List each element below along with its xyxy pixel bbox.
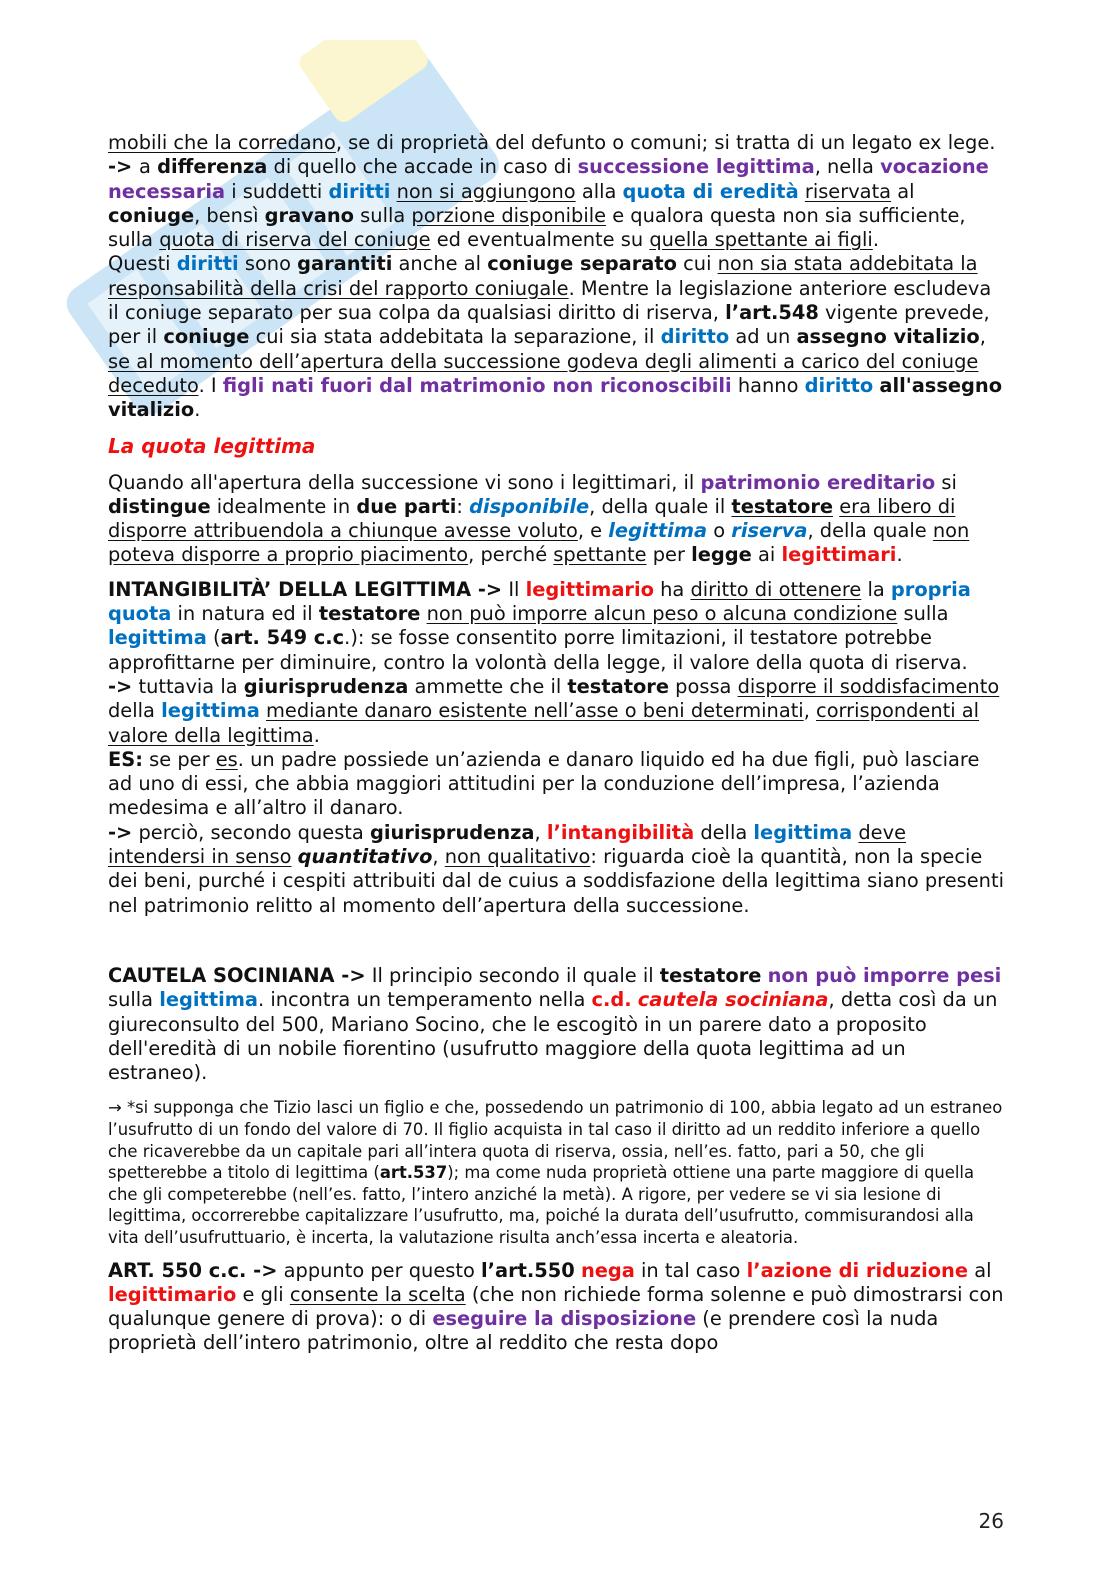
text-run: non qualitativo bbox=[444, 845, 591, 869]
text-run: Il bbox=[502, 577, 526, 601]
text-run: all'assegno vitalizio bbox=[108, 373, 1003, 422]
text-run: (e prendere così la nuda proprietà dell’intero patrimonio, oltre al reddito che resta dopo bbox=[108, 1307, 939, 1355]
text-run: coniuge separato bbox=[487, 252, 677, 276]
text-run: della bbox=[694, 820, 754, 844]
text-run: appunto per questo bbox=[277, 1258, 481, 1282]
text-run: cautela sociniana bbox=[637, 988, 829, 1012]
text-run: era libero di disporre attribuendola a chiunque avesse voluto bbox=[108, 494, 956, 543]
text-run: patrimonio ereditario bbox=[700, 470, 936, 494]
text-run: possa bbox=[669, 674, 738, 698]
text-run: non può imporre alcun peso o alcuna condizione bbox=[426, 602, 898, 626]
text-run: art.537 bbox=[379, 1163, 448, 1183]
paragraph bbox=[108, 155, 1008, 252]
paragraph bbox=[108, 964, 1008, 1085]
text-run: sono bbox=[238, 252, 298, 276]
text-run: giurisprudenza bbox=[243, 674, 409, 698]
text-run: , bbox=[534, 820, 547, 844]
text-run: anche al bbox=[392, 252, 488, 276]
text-run: non poteva disporre a proprio piacimento bbox=[108, 519, 970, 567]
text-run: sulla bbox=[354, 203, 412, 227]
section-heading: La quota legittima bbox=[108, 433, 316, 458]
text-run: legittima bbox=[159, 988, 259, 1012]
paragraph bbox=[108, 675, 1008, 748]
text-run: , bbox=[803, 699, 817, 723]
text-run: successione legittima bbox=[577, 155, 815, 179]
text-run: es bbox=[215, 747, 238, 771]
text-run: e qualora questa non sia sufficiente, sulla bbox=[108, 203, 966, 252]
text-run: l’azione di riduzione bbox=[746, 1258, 969, 1282]
text-run: ); ma come nuda proprietà ottiene una parte maggiore di quella che gli competerebbe (nell’es. fatto, l’intero anziché la metà). A rigore, per vedere se vi sia lesione di legittima, occorrerebbe capitalizzare l’usufrutto, ma, poiché la durata dell’usufrutto, commisurandosi alla vita dell’usufruttuario, è incerta, la valutazione risulta anch’essa incerta e aleatoria. bbox=[108, 1163, 974, 1247]
text-run: due parti bbox=[356, 494, 457, 518]
text-run: mediante danaro esistente nell’asse o beni determinati bbox=[266, 699, 804, 723]
text-run: ai bbox=[751, 543, 782, 567]
text-run: diritti bbox=[328, 179, 391, 203]
text-run: propria quota bbox=[108, 577, 971, 626]
text-run: legittima bbox=[161, 699, 260, 723]
paragraph bbox=[108, 252, 1008, 422]
text-run: la bbox=[861, 577, 891, 601]
text-run: . bbox=[313, 723, 320, 747]
text-run: riservata bbox=[804, 179, 892, 203]
text-run: per bbox=[646, 543, 692, 567]
text-run: legittima bbox=[108, 626, 207, 650]
text-run: , della quale il bbox=[589, 494, 732, 518]
text-run: non si aggiungono bbox=[396, 179, 576, 203]
paragraph bbox=[108, 471, 1008, 568]
text-run: testatore bbox=[318, 602, 421, 626]
text-run: , bbox=[979, 325, 986, 349]
text-run: garantiti bbox=[297, 252, 393, 276]
text-run: INTANGIBILITÀ’ DELLA LEGITTIMA -> bbox=[108, 577, 503, 601]
text-run: porzione disponibile bbox=[411, 203, 607, 227]
text-run: → *si supponga che Tizio lasci un figlio e che, possedendo un patrimonio di 100, abbia legato ad un estraneo l’usufrutto di un fondo del valore di 70. Il figlio acquista in tal caso il diritto ad un reddito inferiore a quello che ricaverebbe da un capitale pari all’intera quota di riserva, ossia, nell’es. fatto, pari a 50, che gli spetterebbe a titolo di legittima ( bbox=[108, 1098, 1003, 1183]
text-run: perciò, secondo questa bbox=[132, 820, 370, 844]
text-run: -> bbox=[108, 674, 133, 698]
text-run: se per bbox=[142, 747, 216, 771]
text-run: , se di proprietà del defunto o comuni; si tratta di un legato ex lege. bbox=[335, 131, 996, 154]
text-run: in tal caso bbox=[634, 1258, 747, 1282]
text-run: Quando all'apertura della successione vi sono i legittimari, il bbox=[108, 470, 701, 494]
text-run: vocazione necessaria bbox=[108, 155, 989, 203]
page-number: 26 bbox=[978, 1509, 1004, 1533]
text-run: : riguarda cioè la quantità, non la specie dei beni, purché i cespiti attribuiti dal de cuius a soddisfazione della legittima siano presenti nel patrimonio relitto al momento dell’apertura della successione. bbox=[108, 845, 1004, 917]
text-run: c.d. bbox=[591, 988, 632, 1012]
text-run: al bbox=[968, 1258, 992, 1282]
text-run: , detta così da un giureconsulto del 500, Mariano Socino, che le escogitò in un parere dato a proposito dell'eredità di un nobile fiorentino (usufrutto maggiore della quota legittima ad un estraneo). bbox=[108, 988, 998, 1085]
paragraph bbox=[108, 748, 1008, 821]
text-run: spettante bbox=[553, 543, 647, 567]
text-run: Questi bbox=[108, 252, 177, 276]
text-run: ammette che il bbox=[408, 674, 568, 698]
text-run: legittimario bbox=[525, 577, 654, 601]
text-run: , bbox=[432, 845, 445, 869]
text-run: legge bbox=[691, 543, 752, 567]
paragraph bbox=[108, 131, 1008, 155]
text-run: corrispondenti al valore della legittima bbox=[108, 699, 980, 747]
text-run: ed eventualmente su bbox=[430, 228, 650, 252]
text-run: diritto bbox=[660, 325, 730, 349]
text-run: legittima bbox=[608, 519, 708, 543]
text-run: testatore bbox=[659, 963, 762, 987]
text-run: tuttavia la bbox=[132, 674, 244, 698]
text-run: ( bbox=[206, 626, 221, 650]
text-run: , della quale bbox=[807, 519, 933, 543]
text-run: , bensì bbox=[194, 203, 265, 227]
text-run: l’intangibilità bbox=[546, 820, 695, 844]
text-run: i suddetti bbox=[225, 179, 329, 203]
footnote-paragraph bbox=[108, 1097, 1008, 1248]
text-run: hanno bbox=[731, 373, 805, 397]
text-run: quota di eredità bbox=[622, 179, 799, 203]
text-run: e gli bbox=[236, 1282, 290, 1306]
text-run: in natura ed il bbox=[171, 602, 319, 626]
text-run: di quello che accade in caso di bbox=[267, 155, 578, 179]
text-run: CAUTELA SOCINIANA -> bbox=[108, 963, 366, 987]
text-run: ES: bbox=[108, 747, 143, 771]
text-run: , perché bbox=[468, 543, 554, 567]
text-run: quota di riserva del coniuge bbox=[159, 228, 431, 252]
text-run: testatore bbox=[567, 674, 670, 698]
text-run: legittima bbox=[753, 820, 853, 844]
text-run: coniuge bbox=[108, 203, 195, 227]
text-run: testatore bbox=[731, 494, 834, 518]
text-run: consente la scelta bbox=[289, 1282, 466, 1306]
text-run: differenza bbox=[157, 155, 268, 179]
text-run: riserva bbox=[731, 519, 808, 543]
text-run: disporre il soddisfacimento bbox=[737, 674, 1000, 698]
text-run: alla bbox=[575, 179, 623, 203]
text-run: cui bbox=[676, 252, 718, 276]
text-run: , nella bbox=[814, 155, 881, 179]
text-run: . un padre possiede un’azienda e danaro liquido ed ha due figli, può lasciare ad uno di essi, che abbia maggiori attitudini per la conduzione dell’impresa, l’azienda medesima e all’altro il danaro. bbox=[108, 747, 980, 820]
text-run: ha bbox=[653, 577, 691, 601]
text-run: eseguire la disposizione bbox=[432, 1307, 697, 1331]
text-run: vigente prevede, per il bbox=[108, 301, 990, 349]
text-run: idealmente in bbox=[210, 494, 357, 518]
text-run: quella spettante ai figli bbox=[649, 228, 873, 252]
text-run: . Mentre la legislazione anteriore escludeva il coniuge separato per sua colpa da qualsiasi diritto di riserva, bbox=[108, 276, 992, 325]
text-run: non sia stata addebitata la responsabilità della crisi del rapporto coniugale bbox=[108, 252, 978, 300]
text-run: al bbox=[891, 179, 915, 203]
paragraph bbox=[108, 578, 1008, 675]
text-run: . bbox=[896, 543, 903, 567]
text-run: .): se fosse consentito porre limitazioni, il testatore potrebbe approfittarne per diminuire, contro la volontà della legge, il valore della quota di riserva. bbox=[108, 626, 968, 674]
paragraph bbox=[108, 821, 1008, 918]
text-run: diritto di ottenere bbox=[690, 577, 862, 601]
text-run: legittimari bbox=[781, 543, 897, 567]
text-run: diritti bbox=[176, 252, 239, 276]
text-run: : bbox=[456, 494, 470, 518]
text-run: l’art.548 bbox=[725, 301, 819, 325]
text-run: a bbox=[139, 155, 158, 179]
text-run: . incontra un temperamento nella bbox=[258, 988, 592, 1012]
text-run: se al momento dell’apertura della successione godeva degli alimenti a carico del coniuge deceduto bbox=[108, 349, 979, 397]
text-run: quantitativo bbox=[297, 845, 433, 869]
text-run: . bbox=[194, 398, 201, 422]
text-run: diritto bbox=[804, 373, 874, 397]
text-run: , e bbox=[577, 519, 609, 543]
text-run: -> bbox=[108, 155, 140, 179]
text-run: distingue bbox=[108, 494, 211, 518]
text-run: figli nati fuori dal matrimonio non riconoscibili bbox=[222, 373, 732, 397]
text-run: disponibile bbox=[469, 494, 590, 518]
text-run: mobili che la corredano bbox=[108, 131, 336, 154]
text-run: -> bbox=[108, 820, 133, 844]
document-page bbox=[108, 131, 1008, 1356]
text-run: sulla bbox=[897, 602, 949, 626]
text-run: legittimario bbox=[108, 1282, 237, 1306]
text-run: l’art.550 bbox=[480, 1258, 575, 1282]
text-run: si bbox=[935, 470, 957, 494]
text-run: sulla bbox=[108, 988, 160, 1012]
text-run: della bbox=[108, 699, 162, 723]
text-run: ad un bbox=[729, 325, 797, 349]
text-run: art. 549 c.c bbox=[220, 626, 345, 650]
text-run: gravano bbox=[264, 203, 355, 227]
text-run: deve intendersi in senso bbox=[108, 820, 907, 869]
text-run: (che non richiede forma solenne e può dimostrarsi con qualunque genere di prova): o di bbox=[108, 1282, 1004, 1331]
text-run: assegno vitalizio bbox=[796, 325, 980, 349]
text-run: Il principio secondo il quale il bbox=[365, 963, 660, 987]
text-run: coniuge bbox=[163, 325, 250, 349]
text-run: cui sia stata addebitata la separazione, il bbox=[249, 325, 661, 349]
text-run: . I bbox=[198, 373, 223, 397]
text-run: non può imporre pesi bbox=[767, 963, 1002, 987]
paragraph bbox=[108, 1259, 1008, 1356]
text-run: ART. 550 c.c. -> bbox=[108, 1258, 278, 1282]
text-run: giurisprudenza bbox=[369, 820, 535, 844]
text-run: o bbox=[707, 519, 732, 543]
text-run: nega bbox=[580, 1258, 635, 1282]
text-run: . bbox=[872, 228, 879, 252]
